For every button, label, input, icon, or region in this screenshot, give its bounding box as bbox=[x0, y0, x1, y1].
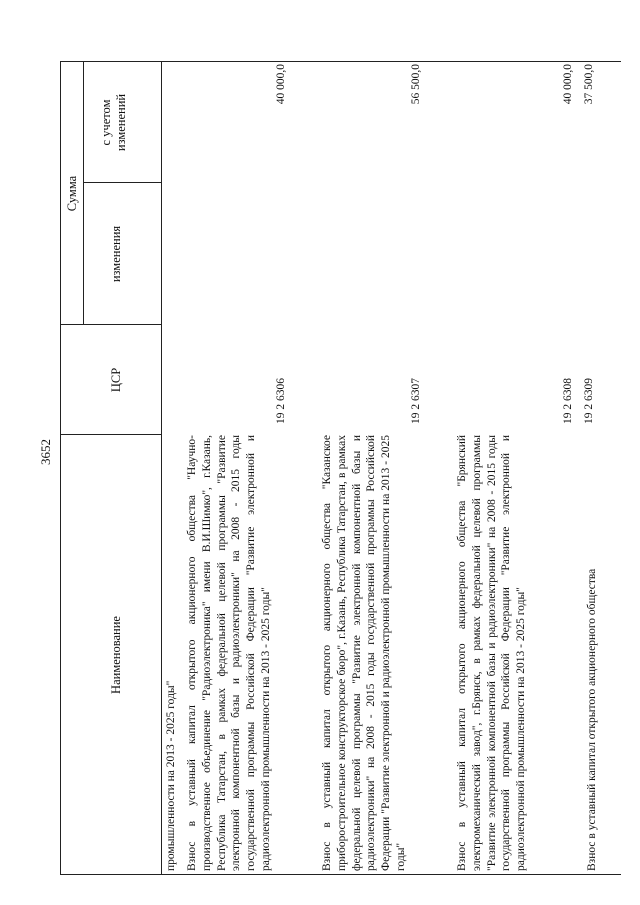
row-amount: 37 500,0 bbox=[583, 64, 595, 105]
header-bottom-line bbox=[161, 62, 162, 875]
row-csr: 19 2 6307 bbox=[410, 378, 422, 424]
header-with-changes bbox=[99, 62, 129, 183]
header-sum-underline bbox=[83, 62, 84, 325]
row-name: Взнос в уставный капитал открытого акционерного общества "Казанское приборостроительное конструкторское бюро", г.Казань, Республика Татарстан, в рамках федеральной целевой программы "Развитие электронной компонентной базы и радиоэлектроники" на 2008 - 2015 годы государственной программы Российской Федерации "Развитие электронной и радиоэлектронной промышленности на 2013 - 2025 годы" bbox=[321, 435, 407, 871]
row-csr: 19 2 6306 bbox=[275, 378, 287, 424]
carryover-text: промышленности на 2013 - 2025 годы" bbox=[165, 680, 177, 871]
header-name: Наименование bbox=[109, 616, 123, 694]
header-change: изменения bbox=[109, 225, 123, 283]
header-with-changes-line2: изменений bbox=[114, 93, 128, 152]
header-csr: ЦСР bbox=[109, 367, 123, 393]
page-number: 3652 bbox=[38, 439, 53, 465]
row-amount: 40 000,0 bbox=[275, 64, 287, 105]
header-sum: Сумма bbox=[65, 175, 79, 212]
row-name: Взнос в уставный капитал открытого акционерного общества bbox=[586, 568, 598, 871]
row-name: Взнос в уставный капитал открытого акционерного общества "Научно-производственное объединение "Радиоэлектроника" имени В.И.Шимко", г.Казань, Республика Татарстан, в рамках федеральной целевой программы "Развитие электронной компонентной базы и радиоэлектроники" на 2008 - 2015 годы государственной программы Российской Федерации "Развитие электронной и радиоэлектронной промышленности на 2013 - 2025 годы" bbox=[186, 435, 272, 871]
row-csr: 19 2 6309 bbox=[583, 378, 595, 424]
table-left-border bbox=[61, 874, 621, 875]
row-csr: 19 2 6308 bbox=[562, 378, 574, 424]
row-name: Взнос в уставный капитал открытого акционерного общества "Брянский электромеханический завод", г.Брянск, в рамках федеральной целевой программы "Развитие электронной компонентной базы и радиоэлектроники" на 2008 - 2015 годы государственной программы Российской Федерации "Развитие электронной и радиоэлектронной промышленности на 2013 - 2025 годы" bbox=[456, 435, 528, 871]
row-amount: 56 500,0 bbox=[410, 64, 422, 105]
header-with-changes-line1: с учетом bbox=[99, 99, 113, 146]
row-amount: 40 000,0 bbox=[562, 64, 574, 105]
